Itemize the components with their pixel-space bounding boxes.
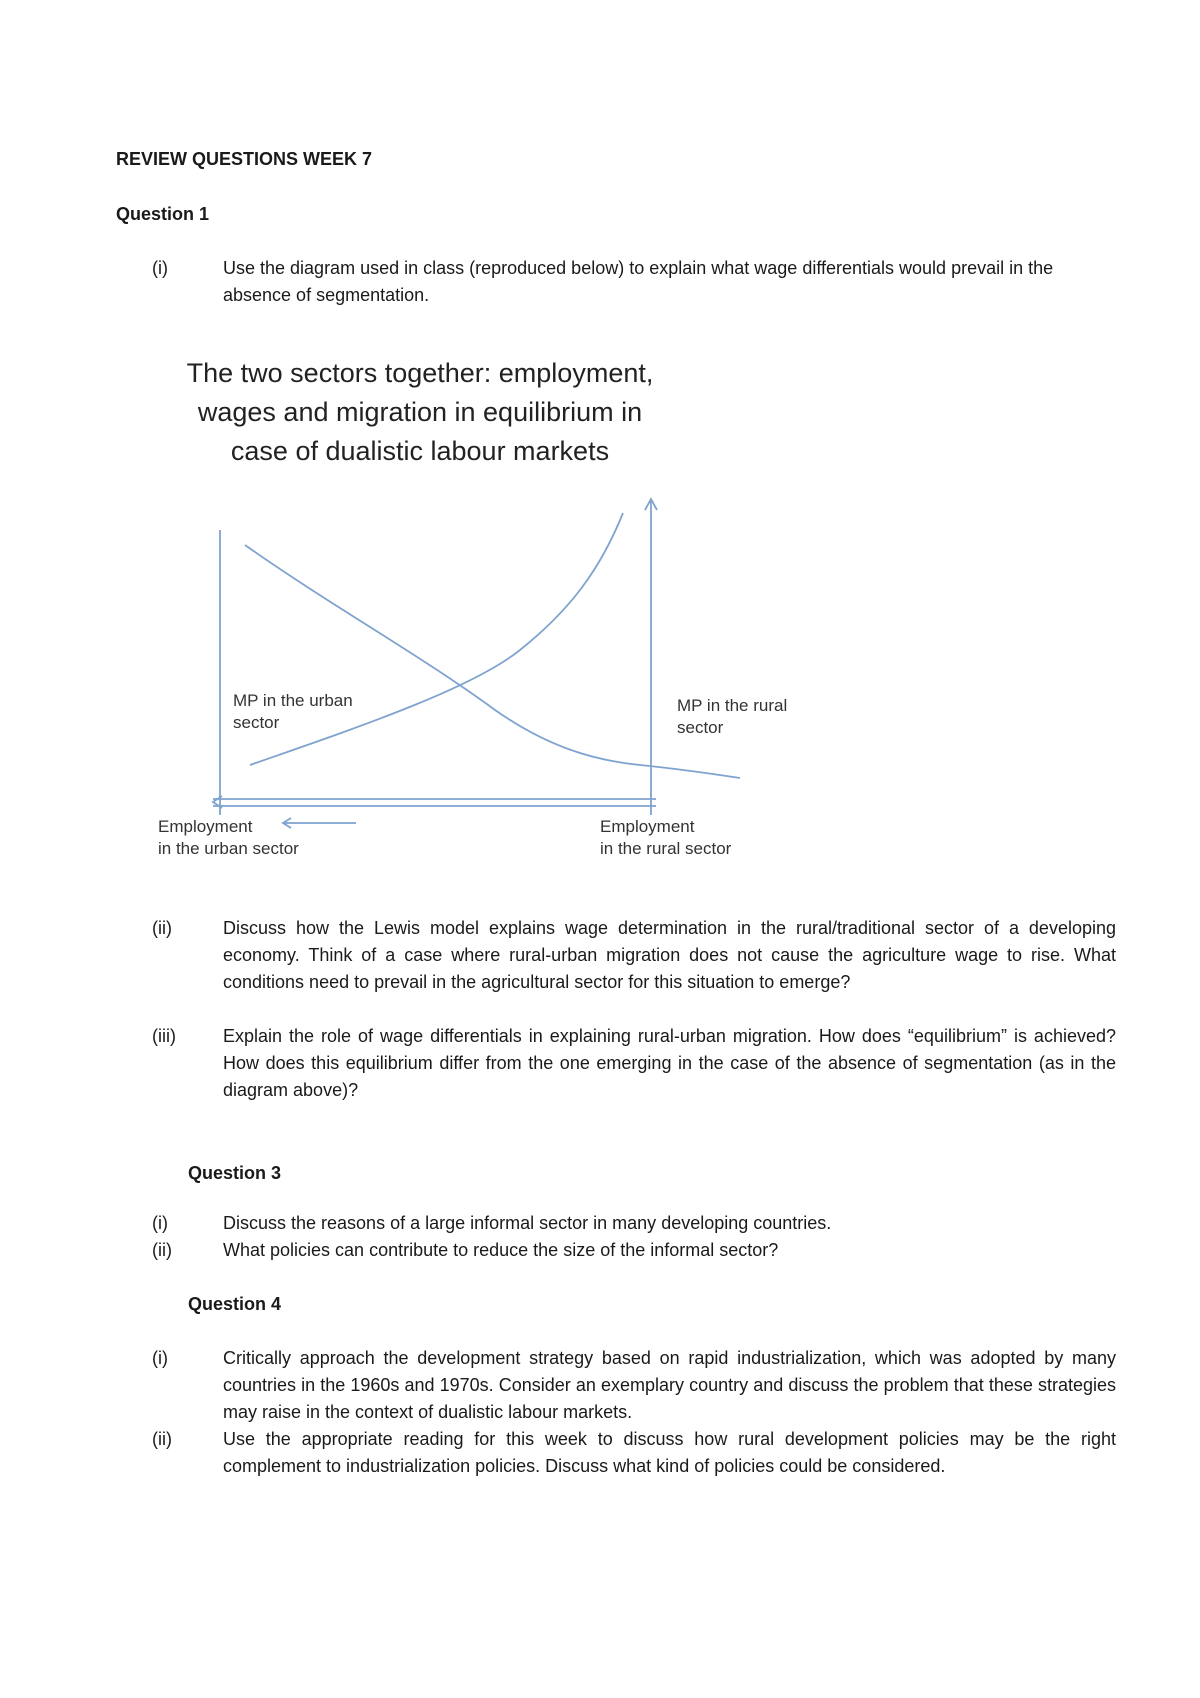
q4-i-text: Critically approach the development strategy based on rapid industrialization, which was adopted by many countries in the 1960s and 1970s. Consider an exemplary country and discuss the problem that these strategies may raise in the context of dualistic labour markets. <box>223 1348 1116 1422</box>
employment-urban-label-line-1: Employment <box>158 817 253 836</box>
q4-ii-text: Use the appropriate reading for this week to discuss how rural development policies may be the right complement to industrialization policies. Discuss what kind of policies could be considered. <box>223 1429 1116 1476</box>
question-3-heading: Question 3 <box>188 1163 282 1183</box>
urban-direction-arrowhead <box>283 818 291 828</box>
question-1-heading: Question 1 <box>116 204 210 224</box>
q1-i-label: (i) <box>152 258 168 278</box>
q3-ii-label: (ii) <box>152 1240 172 1260</box>
employment-rural-label-line-1: Employment <box>600 817 695 836</box>
mp-urban-label-line-1: MP in the urban <box>233 691 353 710</box>
mp-rural-label-line-1: MP in the rural <box>677 696 788 715</box>
q1-iii-text: Explain the role of wage differentials in explaining rural-urban migration. How does “equilibrium” is achieved? How does this equilibrium differ from the one emerging in the case of the absence of segmentation (as in the diagram above)? <box>223 1026 1116 1100</box>
q4-ii-label: (ii) <box>152 1429 172 1449</box>
q3-i-text: Discuss the reasons of a large informal sector in many developing countries. <box>223 1213 832 1233</box>
document-title: REVIEW QUESTIONS WEEK 7 <box>116 149 373 169</box>
mp-urban-label-line-2: sector <box>233 713 280 732</box>
diagram-title-line-2: wages and migration in equilibrium in <box>197 397 643 427</box>
q1-ii-label: (ii) <box>152 918 172 938</box>
diagram-title-line-3: case of dualistic labour markets <box>230 436 610 466</box>
mp-urban-curve <box>245 545 740 778</box>
q3-i-label: (i) <box>152 1213 168 1233</box>
q1-iii-label: (iii) <box>152 1026 176 1046</box>
rural-axis-arrowhead <box>645 499 657 510</box>
employment-urban-label-line-2: in the urban sector <box>158 839 299 858</box>
mp-rural-curve <box>250 513 623 765</box>
mp-rural-label-line-2: sector <box>677 718 724 737</box>
q1-ii-text: Discuss how the Lewis model explains wage determination in the rural/traditional sector of a developing economy. Think of a case where rural-urban migration does not cause the agriculture wage to rise. What conditions need to prevail in the agricultural sector for this situation to emerge? <box>223 918 1116 992</box>
horizontal-axis-arrowhead <box>213 796 222 808</box>
q1-i-text: Use the diagram used in class (reproduced below) to explain what wage differentials would prevail in the absence of segmentation. <box>223 258 1054 305</box>
q3-ii-text: What policies can contribute to reduce the size of the informal sector? <box>223 1240 779 1260</box>
q4-i-label: (i) <box>152 1348 168 1368</box>
question-4-heading: Question 4 <box>188 1294 282 1314</box>
diagram-title-line-1: The two sectors together: employment, <box>186 358 654 388</box>
employment-rural-label-line-2: in the rural sector <box>600 839 732 858</box>
